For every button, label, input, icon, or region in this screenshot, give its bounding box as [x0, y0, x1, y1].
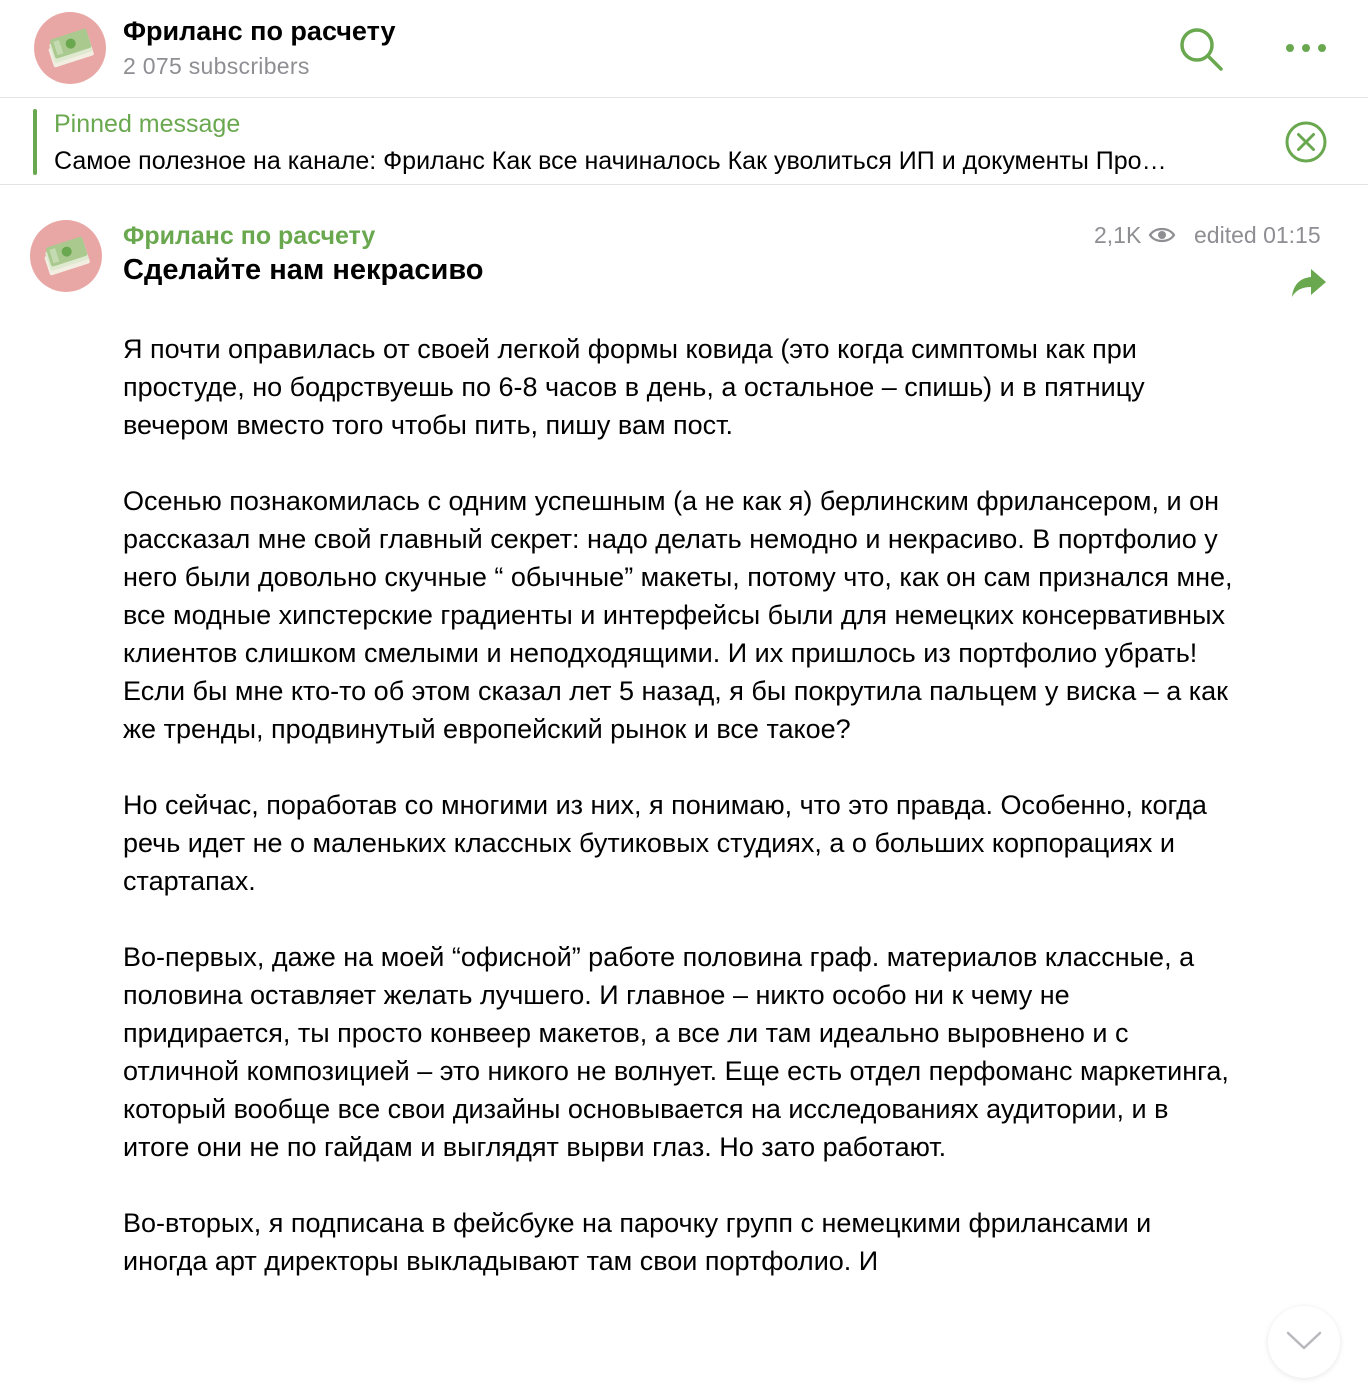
post-author-avatar[interactable] — [30, 220, 102, 292]
post-body — [123, 330, 1233, 1318]
pinned-accent-bar — [33, 109, 37, 175]
money-stack-icon — [34, 12, 106, 84]
channel-header — [0, 0, 1368, 98]
eye-icon — [1148, 224, 1176, 252]
post-paragraph: Осенью познакомилась с одним успешным (а не как я) берлинским фрилансером, и он рассказал мне свой главный секрет: надо делать немодно и некрасиво. В портфолио у него были довольно скучные “ обычные” макеты, потому что, как он сам признался мне, все модные хипстерские градиенты и интерфейсы были для немецких консервативных клиентов слишком смелыми и неподходящими. И их пришлось из портфолио убрать! Если бы мне кто-то об этом сказал лет 5 назад, я бы покрутила пальцем у виска – а как же тренды, продвинутый европейский рынок и все такое? — [123, 486, 1233, 744]
post-time: 01:15 — [1263, 222, 1321, 248]
edited-time — [1194, 222, 1321, 249]
search-icon[interactable] — [1177, 25, 1225, 73]
pinned-text: Самое полезное на канале: Фриланс Как все начиналось Как уволиться ИП и документы Про… — [54, 147, 1167, 175]
subscriber-count: 2 075 subscribers — [123, 53, 310, 79]
close-circle-icon[interactable] — [1283, 119, 1329, 165]
share-arrow-icon[interactable] — [1290, 266, 1328, 300]
chevron-down-icon — [1285, 1328, 1323, 1354]
post-paragraph: Во-вторых, я подписана в фейсбуке на парочку групп с немецкими фрилансами и иногда арт директоры выкладывают там свои портфолио. И — [123, 1208, 1152, 1276]
pinned-message-bar[interactable] — [0, 98, 1368, 185]
more-dots-icon[interactable] — [1283, 34, 1329, 62]
post-paragraph: Во-первых, даже на моей “офисной” работе половина граф. материалов классные, а половина оставляет желать лучшего. И главное – никто особо ни к чему не придирается, ты просто конвеер макетов, а все ли там идеально выровнено и с отличной композицией – это никого не волнует. Еще есть отдел перфоманс маркетинга, который вообще все свои дизайны основывается на исследованиях аудитории, и в итоге они не по гайдам и выглядят вырви глаз. Но зато работают. — [123, 942, 1229, 1162]
post-paragraph: Но сейчас, поработав со многими из них, я понимаю, что это правда. Особенно, когда речь идет не о маленьких классных бутиковых студиях, а о больших корпорациях и стартапах. — [123, 790, 1207, 896]
edited-label: edited — [1194, 222, 1257, 248]
post-title: Сделайте нам некрасиво — [123, 254, 484, 286]
post-paragraph: Я почти оправилась от своей легкой формы ковида (это когда симптомы как при простуде, но бодрствуешь по 6-8 часов в день, а остальное – спишь) и в пятницу вечером вместо того чтобы пить, пишу вам пост. — [123, 334, 1145, 440]
post-author-name[interactable]: Фриланс по расчету — [123, 222, 376, 250]
money-stack-icon — [30, 220, 102, 292]
channel-avatar[interactable] — [34, 12, 106, 84]
pinned-label: Pinned message — [54, 110, 241, 138]
scroll-down-button[interactable] — [1268, 1306, 1340, 1378]
view-count: 2,1K — [1094, 222, 1142, 248]
channel-title[interactable]: Фриланс по расчету — [123, 16, 396, 46]
